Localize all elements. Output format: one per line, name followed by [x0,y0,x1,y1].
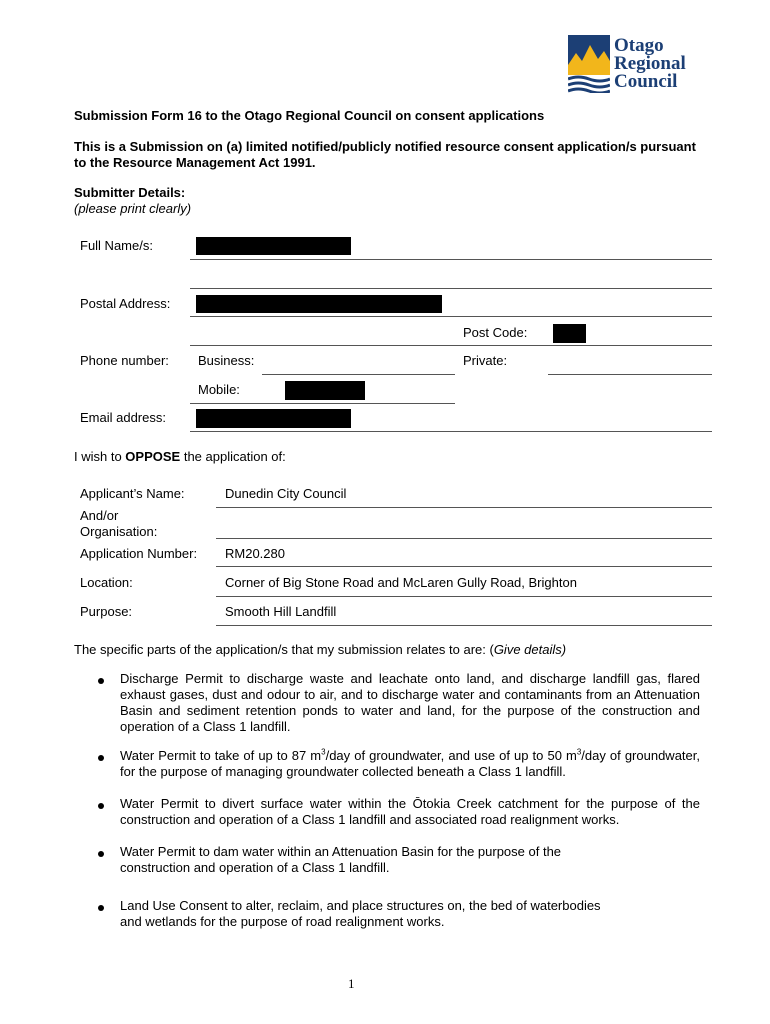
application-number-field[interactable] [216,566,712,567]
logo-line-1: Otago [614,35,664,56]
location-field[interactable] [216,596,712,597]
business-label: Business: [198,353,255,368]
email-label: Email address: [80,410,166,425]
bullet-land-use-consent: Land Use Consent to alter, reclaim, and place structures on, the bed of waterbodies and wetlands for the purpose of road realignment works. [120,898,601,929]
location-label: Location: [80,575,133,590]
email-redacted [196,409,351,428]
application-number-value: RM20.280 [225,546,285,561]
full-name-field[interactable] [190,259,712,260]
parts-intro [74,642,566,657]
private-phone-field[interactable] [548,374,712,375]
phone-label: Phone number: [80,353,169,368]
bullet-dam-permit: Water Permit to dam water within an Attenuation Basin for the purpose of the construction and operation of a Class 1 landfill. [120,844,562,875]
email-field[interactable] [190,431,712,432]
organisation-field[interactable] [216,538,712,539]
application-number-label: Application Number: [80,546,198,561]
bullet-icon [98,851,104,857]
applicant-field[interactable] [216,507,712,508]
council-logo-icon [568,35,610,93]
bullet-icon [98,803,104,809]
bullet-water-take-permit: Water Permit to take of up to 87 $m^3$/day of groundwater, and use of up to 50 $m^3$/day of groundwater, for the purpose of managing groundwater collected beneath a Class 1 landfill. [120,747,700,779]
form-subtitle: This is a Submission on (a) limited notified/publicly notified resource consent application/s pursuant to the Resource Management Act 1991. [74,139,696,170]
postal-address-label: Postal Address: [80,296,171,311]
page-number: 1 [348,976,355,991]
organisation-label-line-1: And/or [80,508,119,523]
submitter-heading: Submitter Details: [74,185,186,200]
organisation-label-line-2: Organisation: [80,524,158,539]
bullet-divert-permit: Water Permit to divert surface water within the Ōtokia Creek catchment for the purpose of the construction and operation of a Class 1 landfill and associated road realignment works. [120,796,700,827]
purpose-value: Smooth Hill Landfill [225,604,337,619]
bullet-discharge-permit: Discharge Permit to discharge waste and leachate onto land, and discharge landfill gas, flared exhaust gases, dust and odour to air, and to discharge water and contaminants from an Attenuation Basin and sediment retention ponds to water and land, for the purpose of the construction and operation of a Class 1 landfill. [120,671,700,734]
logo-line-3: Council [614,71,678,92]
postal-address-field-2[interactable] [190,345,712,346]
submitter-note: (please print clearly) [74,201,192,216]
bullet-icon [98,678,104,684]
oppose-statement [74,449,286,464]
logo-line-2: Regional [614,53,686,74]
parts-intro-italic: Give details) [493,642,567,657]
full-name-field-2[interactable] [190,288,712,289]
bullet-icon [98,905,104,911]
private-label: Private: [463,353,508,368]
mobile-redacted [285,381,365,400]
post-code-label: Post Code: [463,325,528,340]
post-code-redacted [553,324,586,343]
mobile-label: Mobile: [198,382,240,397]
postal-address-redacted [196,295,442,313]
business-phone-field[interactable] [262,374,455,375]
oppose-keyword: OPPOSE [125,449,181,464]
oppose-suffix: the application of: [180,449,286,464]
mobile-phone-field[interactable] [190,403,455,404]
bullet-icon [98,755,104,761]
applicant-label: Applicant’s Name: [80,486,185,501]
organisation-label [80,508,157,540]
purpose-field[interactable] [216,625,712,626]
purpose-label: Purpose: [80,604,133,619]
location-value: Corner of Big Stone Road and McLaren Gully Road, Brighton [225,575,577,590]
applicant-value: Dunedin City Council [225,486,347,501]
full-name-label: Full Name/s: [80,238,153,253]
form-title: Submission Form 16 to the Otago Regional Council on consent applications [74,108,545,123]
full-name-redacted [196,237,351,255]
postal-address-field[interactable] [190,316,712,317]
oppose-prefix: I wish to [74,449,126,464]
parts-intro-text: The specific parts of the application/s that my submission relates to are: ( [74,642,494,657]
